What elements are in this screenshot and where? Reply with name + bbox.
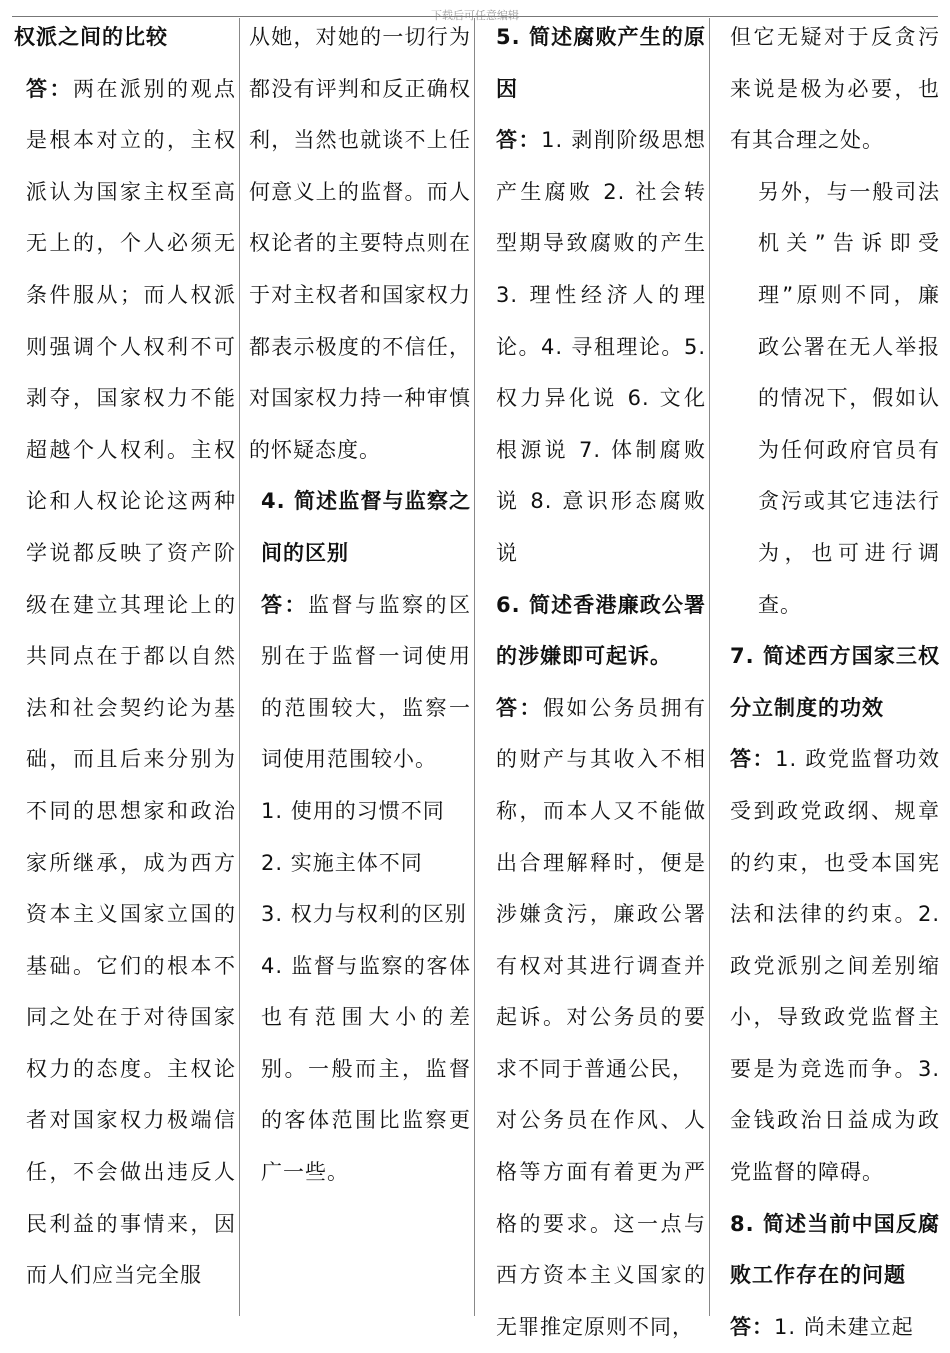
answer-text: 两在派别的观点是根本对立的，主权派认为国家主权至高无上的，个人必须无条件服从；而人权派则强调个人权利不可剥夺，国家权力不能超越个人权利。主权论和人权论论这两种学说都反映了资产阶级在建立其理论上的共同点在于都以自然法和社会契约论为基础，而且后来分别为不同的思想家和政治家所继承，成为西方资本主义国家立国的基础。它们的根本不同之处在于对待国家权力的态度。主权论者对国家权力极端信任，不会做出违反人民利益的事情来，因而人们应当完全服 bbox=[26, 76, 236, 1288]
answer-text: 1. 剥削阶级思想产生腐败 2. 社会转型期导致腐败的产生 3. 理性经济人的理论。4. 寻租理论。5. 权力异化说 6. 文化根源说 7. 体制腐败说 8. 意识形态腐败说 bbox=[496, 128, 706, 565]
continued-paragraph: 从她，对她的一切行为都没有评判和反正确权利，当然也就谈不上任何意义上的监督。而人权论者的主要特点则在于对主权者和国家权力都表示极度的不信任，对国家权力持一种审慎的怀疑态度。 bbox=[249, 25, 471, 462]
section-heading: 5. 简述腐败产生的原因 bbox=[496, 25, 706, 101]
answer-paragraph bbox=[14, 64, 236, 1302]
list-item: 4. 监督与监察的客体也有范围大小的差别。一般而主，监督的客体范围比监察更广一些。 bbox=[261, 953, 471, 1185]
answer-paragraph bbox=[484, 683, 706, 1096]
column-divider bbox=[239, 18, 240, 1316]
answer-label: 答： bbox=[496, 695, 543, 720]
list-item: 3. 权力与权利的区别 bbox=[261, 902, 467, 927]
section-heading: 8. 简述当前中国反腐败工作存在的问题 bbox=[730, 1211, 940, 1288]
answer-label: 答： bbox=[26, 76, 73, 101]
section-heading: 权派之间的比较 bbox=[14, 25, 168, 49]
watermark: 下载后可任意编辑 bbox=[431, 9, 519, 22]
answer-paragraph bbox=[718, 1302, 940, 1353]
column-4 bbox=[718, 12, 940, 1339]
list-item: 1. 使用的习惯不同 bbox=[261, 798, 445, 823]
answer-text: 假如公务员拥有的财产与其收入不相称，而本人又不能做出合理解释时，便是涉嫌贪污，廉政公署有权对其进行调查并起诉。对公务员的要求不同于普通公民， bbox=[496, 695, 706, 1081]
answer-paragraph bbox=[718, 734, 940, 1198]
section-heading: 7. 简述西方国家三权分立制度的功效 bbox=[730, 644, 940, 720]
body-paragraph: 但它无疑对于反贪污来说是极为必要，也有其合理之处。 bbox=[730, 25, 940, 153]
answer-label: 答： bbox=[730, 1314, 774, 1339]
section-heading: 6. 简述香港廉政公署的涉嫌即可起诉。 bbox=[496, 592, 706, 669]
answer-paragraph bbox=[249, 580, 471, 786]
column-divider bbox=[474, 18, 475, 1316]
answer-text: 1. 政党监督功效受到政党政纲、规章的约束，也受本国宪法和法律的约束。2. 政党派别之间差别缩小，导致政党监督主要是为竞选而争。3. 金钱政治日益成为政党监督的障碍。 bbox=[730, 747, 940, 1185]
answer-text: 监督与监察的区别在于监督一词使用的范围较大，监察一词使用范围较小。 bbox=[261, 592, 471, 772]
column-3 bbox=[484, 12, 706, 1339]
body-paragraph: 另外，与一般司法机关”告诉即受理”原则不同，廉政公署在无人举报的情况下，假如认为任何政府官员有贪污或其它违法行为，也可进行调查。 bbox=[758, 179, 940, 617]
column-divider bbox=[709, 18, 710, 1316]
answer-paragraph bbox=[484, 115, 706, 579]
answer-label: 答： bbox=[261, 592, 308, 617]
section-heading: 4. 简述监督与监察之间的区别 bbox=[261, 489, 471, 565]
column-1 bbox=[14, 12, 236, 1320]
body-paragraph: 对公务员在作风、人格等方面有着更为严格的要求。这一点与西方资本主义国家的无罪推定原则不同， bbox=[496, 1108, 706, 1339]
answer-text: 1. 尚未建立起 bbox=[774, 1314, 914, 1339]
answer-label: 答： bbox=[730, 747, 776, 772]
list-item: 2. 实施主体不同 bbox=[261, 850, 423, 875]
answer-label: 答： bbox=[496, 128, 542, 153]
column-2 bbox=[249, 12, 471, 1320]
